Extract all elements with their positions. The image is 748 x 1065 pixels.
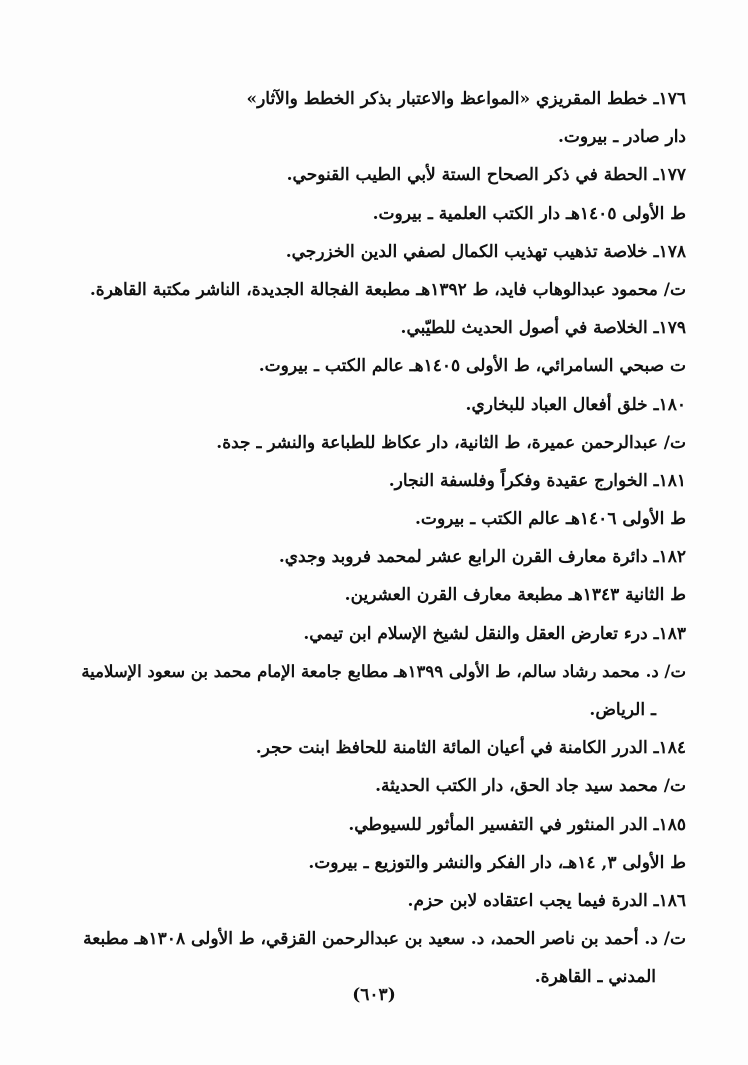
bibliography-line: ١٧٧ـ الحطة في ذكر الصحاح الستة لأبي الطيب القنوحي.: [286, 165, 686, 186]
bibliography-line: ١٧٦ـ خطط المقريزي «المواعظ والاعتبار بذكر الخطط والآثار»: [246, 89, 686, 109]
bibliography-line: ت/ د. أحمد بن ناصر الحمد، د. سعيد بن عبدالرحمن القزقي، ط الأولى ١٣٠٨هـ مطبعة: [83, 929, 686, 950]
bibliography-line: ت/ محمد سيد جاد الحق، دار الكتب الحديثة.: [375, 776, 686, 797]
bibliography-line: ١٨٤ـ الدرر الكامنة في أعيان المائة الثامنة للحافظ ابنت حجر.: [255, 738, 686, 759]
page-number: (٦٠٣): [352, 985, 396, 1005]
bibliography-list: [66, 80, 686, 997]
bibliography-line: ت/ محمود عبدالوهاب فايد، ط ١٣٩٢هـ مطبعة الفجالة الجديدة، الناشر مكتبة القاهرة.: [89, 279, 686, 300]
bibliography-line: المدني ـ القاهرة.: [534, 967, 656, 988]
bibliography-line: ط الأولى ٣, ١٤هـ، دار الفكر والنشر والتوزيع ـ بيروت.: [308, 852, 686, 873]
bibliography-line: دار صادر ـ بيروت.: [557, 127, 686, 148]
bibliography-line: ط الأولى ١٤٠٥هـ دار الكتب العلمية ـ بيروت.: [372, 203, 686, 224]
bibliography-line: ١٧٩ـ الخلاصة في أصول الحديث للطيّبي.: [400, 318, 686, 339]
bibliography-line: ط الأولى ١٤٠٦هـ عالم الكتب ـ بيروت.: [415, 509, 686, 530]
bibliography-line: ت/ د. محمد رشاد سالم، ط الأولى ١٣٩٩هـ مطابع جامعة الإمام محمد بن سعود الإسلامية: [81, 661, 686, 681]
bibliography-line: ١٨٢ـ دائرة معارف القرن الرابع عشر لمحمد فروبد وجدي.: [278, 547, 686, 568]
bibliography-line: ـ الرياض.: [589, 700, 656, 720]
bibliography-line: ت صبحي السامرائي، ط الأولى ١٤٠٥هـ عالم الكتب ـ بيروت.: [258, 356, 686, 377]
bibliography-line: ١٨٥ـ الدر المنثور في التفسير المأثور للسيوطي.: [348, 814, 686, 835]
bibliography-line: ١٨٠ـ خلق أفعال العباد للبخاري.: [465, 394, 686, 415]
bibliography-line: ط الثانية ١٣٤٣هـ مطبعة معارف القرن العشرين.: [344, 585, 686, 606]
bibliography-line: ١٧٨ـ خلاصة تذهيب تهذيب الكمال لصفي الدين الخزرجي.: [285, 241, 686, 262]
bibliography-line: ١٨٣ـ درء تعارض العقل والنقل لشيخ الإسلام ابن تيمي.: [303, 623, 686, 644]
bibliography-line: ١٨٦ـ الدرة فيما يجب اعتقاده لابن حزم.: [407, 890, 686, 911]
bibliography-line: ت/ عبدالرحمن عميرة، ط الثانية، دار عكاظ للطباعة والنشر ـ جدة.: [216, 432, 686, 453]
bibliography-line: ١٨١ـ الخوارج عقيدة وفكراً وفلسفة النجار.: [388, 470, 686, 491]
